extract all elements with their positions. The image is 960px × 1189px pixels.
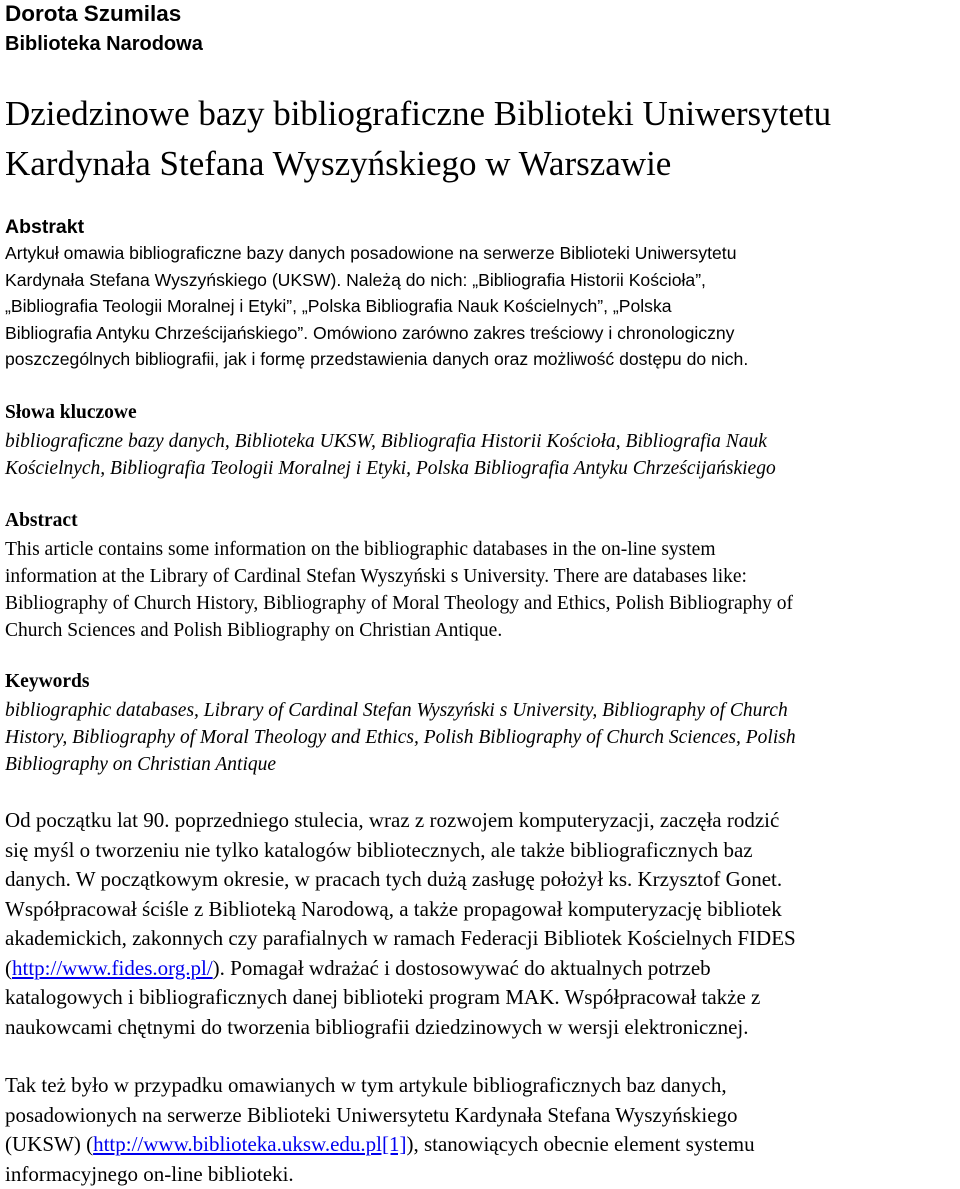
text-line: Bibliography of Church History, Bibliography of Moral Theology and Ethics, Polish Bibliography of — [5, 590, 960, 617]
text-line: się myśl o tworzeniu nie tylko katalogów bibliotecznych, ale także bibliograficznych baz — [5, 836, 960, 866]
fides-link[interactable]: http://www.fides.org.pl/ — [12, 956, 213, 980]
slowa-kluczowe-heading: Słowa kluczowe — [5, 401, 137, 425]
keywords-heading: Keywords — [5, 670, 90, 694]
link-line-rest: ). Pomagał wdrażać i dostosowywać do aktualnych potrzeb — [213, 956, 711, 980]
text-line: Kościelnych, Bibliografia Teologii Moralnej i Etyki, Polska Bibliografia Antyku Chrześcijańskiego — [5, 455, 960, 482]
abstrakt-heading: Abstrakt — [5, 215, 84, 239]
text-line-with-link — [5, 954, 960, 984]
title-line: Kardynała Stefana Wyszyńskiego w Warszawie — [5, 139, 960, 189]
text-line: Bibliografia Antyku Chrześcijańskiego”. Omówiono zarówno zakres treściowy i chronologiczny — [5, 320, 960, 347]
body-paragraph-2 — [5, 1071, 960, 1189]
text-line: Church Sciences and Polish Bibliography on Christian Antique. — [5, 617, 960, 644]
text-line: informacyjnego on-line biblioteki. — [5, 1160, 960, 1189]
biblioteka-uksw-link[interactable]: http://www.biblioteka.uksw.edu.pl[1] — [93, 1132, 406, 1156]
text-line: Kardynała Stefana Wyszyńskiego (UKSW). Należą do nich: „Bibliografia Historii Kościoła”, — [5, 267, 960, 294]
text-line: Bibliography on Christian Antique — [5, 751, 960, 778]
text-line: History, Bibliography of Moral Theology and Ethics, Polish Bibliography of Church Sciences, Polish — [5, 724, 960, 751]
text-line: poszczególnych bibliografii, jak i formę przedstawienia danych oraz możliwość dostępu do nich. — [5, 346, 960, 373]
text-line: This article contains some information on the bibliographic databases in the on-line system — [5, 536, 960, 563]
article-title — [5, 89, 960, 189]
text-line: danych. W początkowym okresie, w pracach tych dużą zasługę położył ks. Krzysztof Gonet. — [5, 865, 960, 895]
text-line: posadowionych na serwerze Biblioteki Uniwersytetu Kardynała Stefana Wyszyńskiego — [5, 1101, 960, 1131]
text-line-with-link — [5, 1130, 960, 1160]
author-affiliation: Biblioteka Narodowa — [5, 31, 203, 57]
author-name: Dorota Szumilas — [5, 0, 181, 28]
text-line: bibliograficzne bazy danych, Biblioteka UKSW, Bibliografia Historii Kościoła, Bibliografia Nauk — [5, 428, 960, 455]
text-line: Współpracował ściśle z Biblioteką Narodową, a także propagował komputeryzację bibliotek — [5, 895, 960, 925]
text-line: bibliographic databases, Library of Cardinal Stefan Wyszyński s University, Bibliography of Church — [5, 697, 960, 724]
text-line: akademickich, zakonnych czy parafialnych w ramach Federacji Bibliotek Kościelnych FIDES — [5, 924, 960, 954]
title-line: Dziedzinowe bazy bibliograficzne Biblioteki Uniwersytetu — [5, 89, 960, 139]
slowa-kluczowe-text — [5, 428, 960, 482]
body-paragraph-1 — [5, 806, 960, 1042]
link-line-rest: ), stanowiących obecnie element systemu — [406, 1132, 754, 1156]
abstrakt-text — [5, 240, 960, 373]
text-line: Od początku lat 90. poprzedniego stulecia, wraz z rozwojem komputeryzacji, zaczęła rodzić — [5, 806, 960, 836]
text-line: information at the Library of Cardinal Stefan Wyszyński s University. There are databases like: — [5, 563, 960, 590]
paren-open: ( — [5, 956, 12, 980]
text-line: Tak też było w przypadku omawianych w tym artykule bibliograficznych baz danych, — [5, 1071, 960, 1101]
abstract-text — [5, 536, 960, 644]
link-line-start: (UKSW) ( — [5, 1132, 93, 1156]
abstract-heading: Abstract — [5, 509, 78, 533]
text-line: katalogowych i bibliograficznych danej biblioteki program MAK. Współpracował także z — [5, 983, 960, 1013]
text-line: „Bibliografia Teologii Moralnej i Etyki”, „Polska Bibliografia Nauk Kościelnych”, „Polska — [5, 293, 960, 320]
text-line: Artykuł omawia bibliograficzne bazy danych posadowione na serwerze Biblioteki Uniwersytetu — [5, 240, 960, 267]
text-line: naukowcami chętnymi do tworzenia bibliografii dziedzinowych w wersji elektronicznej. — [5, 1013, 960, 1043]
keywords-text — [5, 697, 960, 778]
